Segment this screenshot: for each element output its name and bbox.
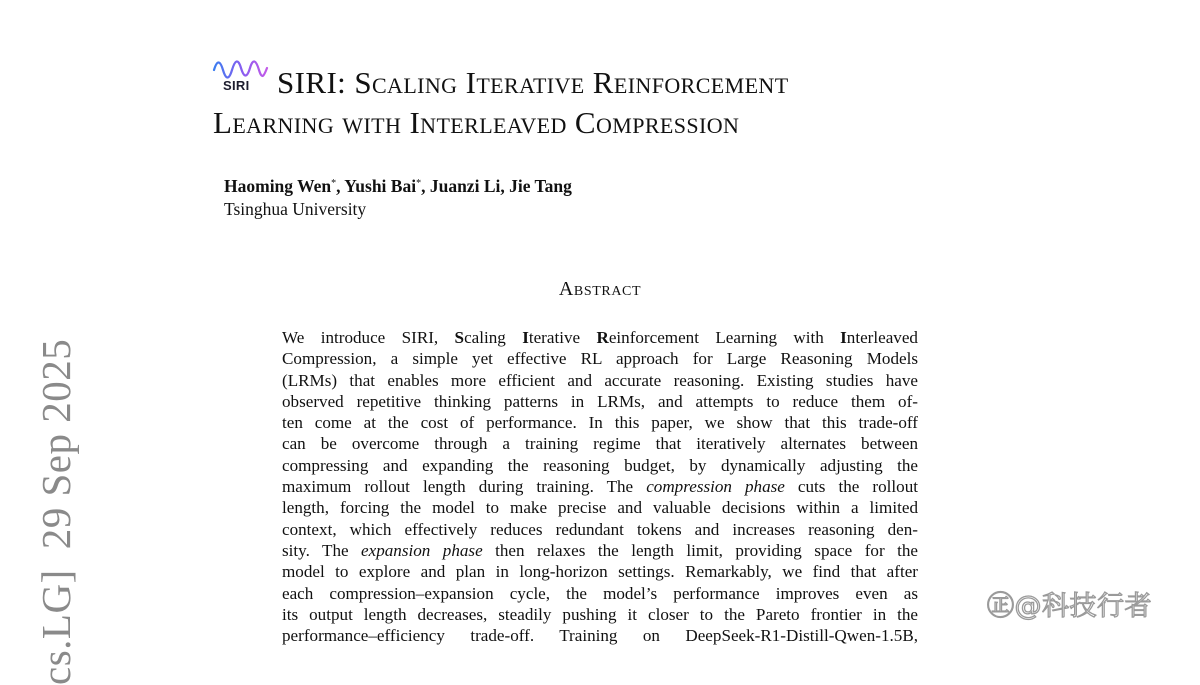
abstract-text: terative (528, 328, 597, 347)
acronym-letter: R (596, 328, 609, 347)
abstract-text: sity. The (282, 540, 362, 560)
abstract-line: ten come at the cost of performance. In this paper, we show that this trade-off (282, 413, 918, 433)
emphasized-term: expansion phase (361, 540, 483, 560)
abstract-text: einforcement Learning with (608, 328, 841, 347)
arxiv-stamp-text (34, 339, 78, 685)
acronym-letter: I (522, 328, 529, 347)
abstract-line (282, 327, 918, 348)
abstract-line: compressing and expanding the reasoning budget, by dynamically adjusting the (282, 455, 918, 475)
abstract-body (282, 327, 918, 646)
author-name: Juanzi Li (429, 176, 501, 196)
abstract-line: model to explore and plan in long-horizon settings. Remarkably, we find that after (282, 562, 918, 582)
author-separator: , (500, 176, 510, 196)
abstract-text: We introduce SIRI, (282, 328, 455, 347)
abstract-line: length, forcing the model to make precise and valuable decisions within a limited (282, 498, 918, 518)
abstract-text: caling (464, 328, 523, 347)
abstract-line: performance–efficiency trade-off. Training on DeepSeek-R1-Distill-Qwen-1.5B, (282, 626, 918, 646)
abstract-line: context, which effectively reduces redundant tokens and increases reasoning den- (282, 519, 918, 539)
arxiv-date: 29 Sep 2025 (33, 338, 79, 550)
abstract-line: observed repetitive thinking patterns in LRMs, and attempts to reduce them of- (282, 391, 918, 411)
abstract-text: then relaxes the length limit, providing space for the (482, 540, 918, 560)
abstract-line: (LRMs) that enables more efficient and accurate reasoning. Existing studies have (282, 370, 918, 390)
abstract-line: can be overcome through a training regime that iteratively alternates between (282, 434, 918, 454)
acronym-letter: I (840, 328, 847, 347)
paper-title (213, 63, 973, 143)
abstract-text: nterleaved (846, 328, 918, 347)
author-list (224, 176, 572, 197)
abstract-line: its output length decreases, steadily pushing it closer to the Pareto frontier in the (282, 604, 918, 624)
arxiv-stamp (30, 0, 79, 685)
author-separator: , (421, 176, 430, 196)
author-name: Yushi Bai (344, 176, 417, 196)
author-separator: , (336, 176, 345, 196)
acronym-letter: S (454, 328, 465, 347)
equal-contribution-mark: * (416, 178, 422, 189)
abstract-text: cuts the rollout (784, 477, 918, 497)
abstract-heading: Abstract (558, 278, 642, 300)
affiliation: Tsinghua University (224, 199, 367, 219)
abstract-line: each compression–expansion cycle, the model’s performance improves even as (282, 583, 918, 603)
title-line-1: SIRI: Scaling Iterative Reinforcement (277, 65, 789, 100)
logo-text: SIRI (223, 78, 250, 93)
abstract-line: Compression, a simple yet effective RL approach for Large Reasoning Models (282, 349, 918, 369)
arxiv-category: cs.LG] (33, 569, 79, 685)
abstract-text: maximum rollout length during training. The (282, 477, 647, 497)
title-line-2: Learning with Interleaved Compression (213, 105, 740, 140)
equal-contribution-mark: * (331, 178, 337, 189)
emphasized-term: compression phase (646, 477, 785, 497)
abstract-line (282, 540, 918, 561)
author-name: Jie Tang (509, 176, 572, 196)
author-name: Haoming Wen (224, 176, 332, 196)
source-watermark: ㊣@科技行者 (987, 591, 1152, 622)
abstract-line (282, 476, 918, 497)
